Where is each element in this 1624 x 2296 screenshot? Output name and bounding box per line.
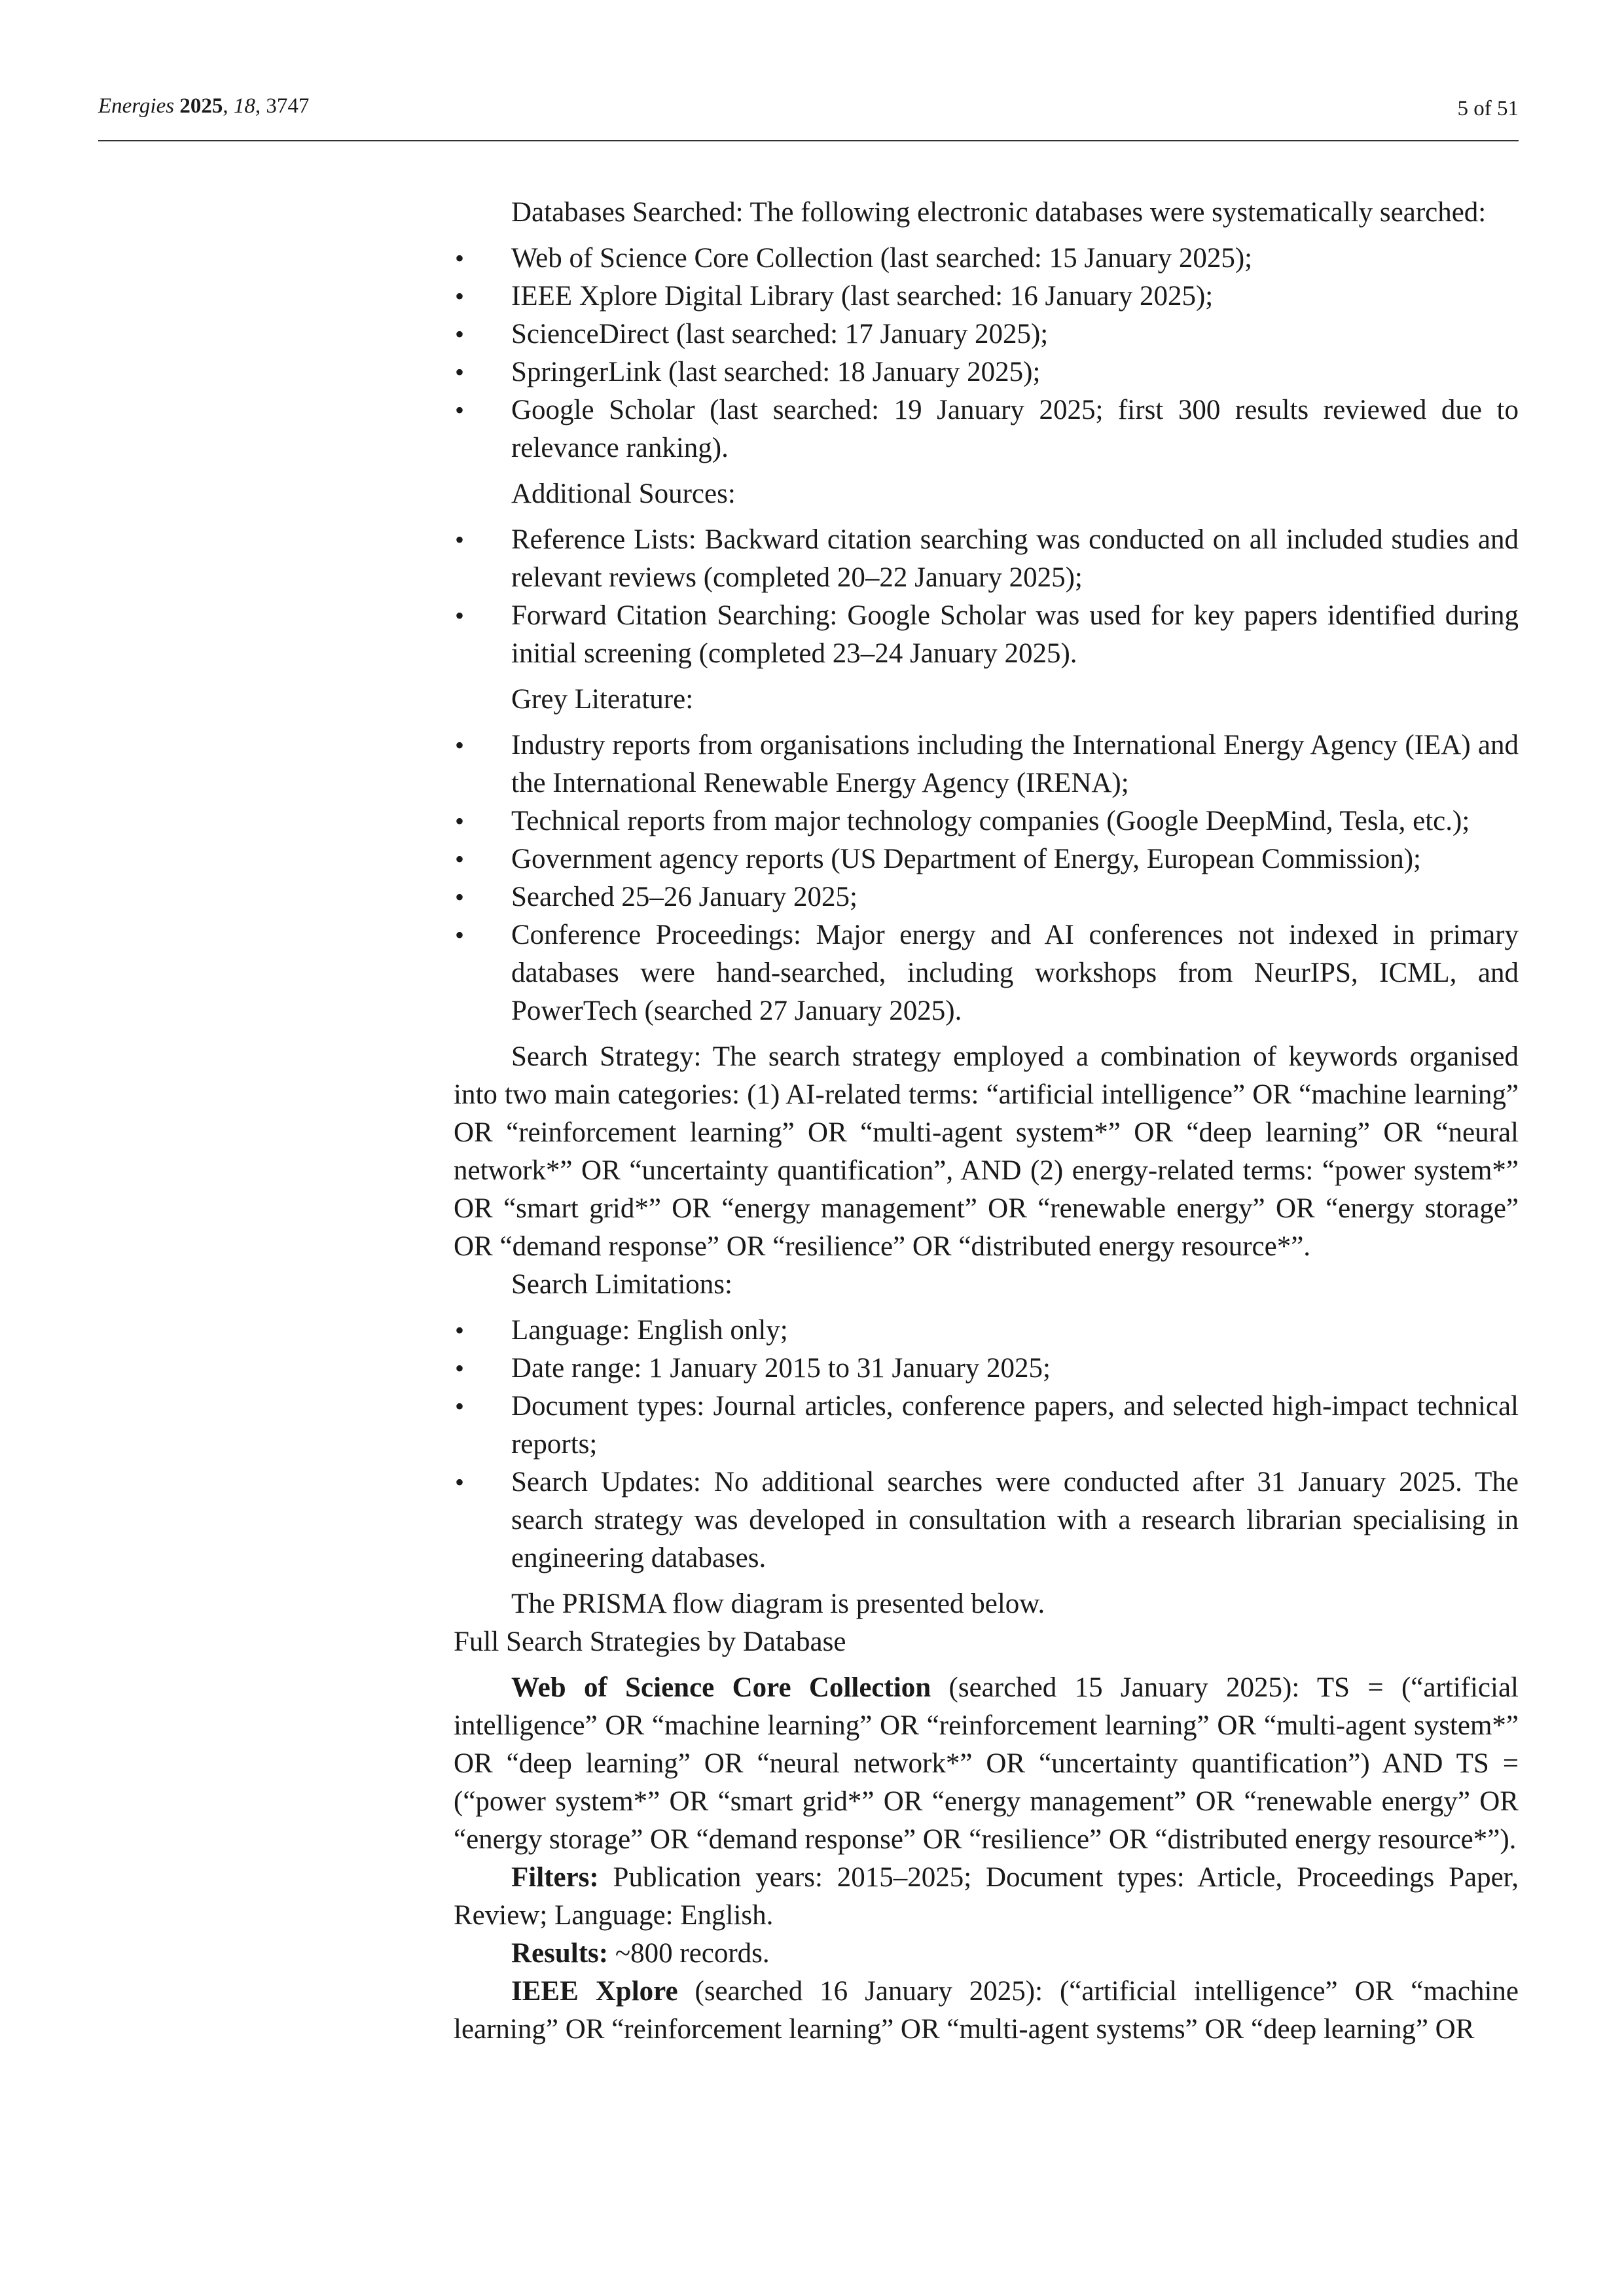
full-strategies-heading: Full Search Strategies by Database [454, 1626, 846, 1657]
limitations-heading: Search Limitations: [511, 1269, 732, 1300]
running-header [98, 96, 1519, 141]
additional-heading: Additional Sources: [511, 478, 736, 509]
grey-list [454, 726, 1519, 1030]
list-item: • Web of Science Core Collection (last searched: 15 January 2025); [454, 240, 1519, 278]
bullet-icon: • [455, 601, 465, 630]
prisma-note: The PRISMA flow diagram is presented below. [511, 1588, 1045, 1619]
additional-list [454, 521, 1519, 673]
list-item: • SpringerLink (last searched: 18 January 2025); [454, 353, 1519, 391]
bullet-icon: • [455, 730, 465, 760]
list-item: • ScienceDirect (last searched: 17 January 2025); [454, 315, 1519, 353]
bullet-icon: • [455, 395, 465, 425]
filters-label: Filters: [511, 1862, 599, 1893]
bullet-icon: • [455, 1391, 465, 1421]
list-item: • Industry reports from organisations including the International Energy Agency (IEA) and the International Renewable Energy Agency (IRENA); [454, 726, 1519, 802]
bullet-icon: • [455, 844, 465, 874]
journal-year: 2025 [179, 94, 223, 118]
bullet-icon: • [455, 319, 465, 349]
filters-text: Publication years: 2015–2025; Document types: Article, Proceedings Paper, Review; Language: English. [454, 1862, 1519, 1931]
ieee-text: (searched 16 January 2025): (“artificial intelligence” OR “machine learning” OR “reinforcement learning” OR “multi-agent systems” OR “deep learning” OR [454, 1976, 1519, 2045]
list-item: • Reference Lists: Backward citation searching was conducted on all included studies and relevant reviews (completed 20–22 January 2025); [454, 521, 1519, 597]
search-strategy-paragraph: Search Strategy: The search strategy employed a combination of keywords organised into two main categories: (1) AI-related terms: “artificial intelligence” OR “machine learning” OR “reinforcement learning” OR “multi-agent system*” OR “deep learning” OR “neural network*” OR “uncertainty quantification”, AND (2) energy-related terms: “power system*” OR “smart grid*” OR “energy management” OR “renewable energy” OR “energy storage” OR “demand response” OR “resilience” OR “distributed energy resource*”. [454, 1041, 1519, 1262]
list-item: • Government agency reports (US Department of Energy, European Commission); [454, 840, 1519, 878]
bullet-icon: • [455, 525, 465, 554]
bullet-icon: • [455, 1354, 465, 1383]
journal-volume: 18 [233, 94, 255, 118]
list-item: • Language: English only; [454, 1312, 1519, 1350]
bullet-icon: • [455, 920, 465, 950]
article-number: 3747 [266, 94, 310, 118]
databases-intro: Databases Searched: The following electronic databases were systematically searched: [511, 197, 1487, 228]
list-item: • Date range: 1 January 2015 to 31 January 2025; [454, 1350, 1519, 1388]
wos-text: (searched 15 January 2025): TS = (“artificial intelligence” OR “machine learning” OR “reinforcement learning” OR “multi-agent system*” OR “deep learning” OR “neural network*” OR “uncertainty quantification”) AND TS = (“power system*” OR “smart grid*” OR “energy management” OR “renewable energy” OR “energy storage” OR “demand response” OR “resilience” OR “distributed energy resource*”). [454, 1672, 1519, 1855]
bullet-icon: • [455, 357, 465, 387]
results-text: ~800 records. [608, 1938, 770, 1969]
wos-name: Web of Science Core Collection [511, 1672, 931, 1703]
page-body [454, 194, 1519, 2049]
list-item: • Searched 25–26 January 2025; [454, 878, 1519, 916]
list-item: • Document types: Journal articles, conference papers, and selected high-impact technical reports; [454, 1388, 1519, 1463]
bullet-icon: • [455, 1316, 465, 1345]
databases-list [454, 240, 1519, 467]
results-paragraph [454, 1935, 1519, 1973]
results-label: Results: [511, 1938, 609, 1969]
filters-paragraph [454, 1859, 1519, 1935]
list-item: • Technical reports from major technology companies (Google DeepMind, Tesla, etc.); [454, 802, 1519, 840]
bullet-icon: • [455, 281, 465, 311]
list-item: • Search Updates: No additional searches were conducted after 31 January 2025. The search strategy was developed in consultation with a research librarian specialising in engineering databases. [454, 1463, 1519, 1577]
ieee-strategy-paragraph [454, 1973, 1519, 2049]
list-item: • Forward Citation Searching: Google Scholar was used for key papers identified during initial screening (completed 23–24 January 2025). [454, 597, 1519, 673]
page-number: 5 of 51 [1457, 97, 1519, 120]
limitations-list [454, 1312, 1519, 1577]
bullet-icon: • [455, 243, 465, 273]
grey-heading: Grey Literature: [511, 684, 694, 715]
bullet-icon: • [455, 882, 465, 912]
ieee-name: IEEE Xplore [511, 1976, 678, 2007]
journal-citation: Energies 2025, 18, 3747 [98, 94, 310, 118]
bullet-icon: • [455, 806, 465, 836]
list-item: • Google Scholar (last searched: 19 January 2025; first 300 results reviewed due to relevance ranking). [454, 391, 1519, 467]
wos-strategy-paragraph [454, 1669, 1519, 1859]
bullet-icon: • [455, 1467, 465, 1497]
list-item: • Conference Proceedings: Major energy and AI conferences not indexed in primary databases were hand-searched, including workshops from NeurIPS, ICML, and PowerTech (searched 27 January 2025). [454, 916, 1519, 1030]
list-item: • IEEE Xplore Digital Library (last searched: 16 January 2025); [454, 278, 1519, 315]
journal-name: Energies [98, 94, 175, 118]
